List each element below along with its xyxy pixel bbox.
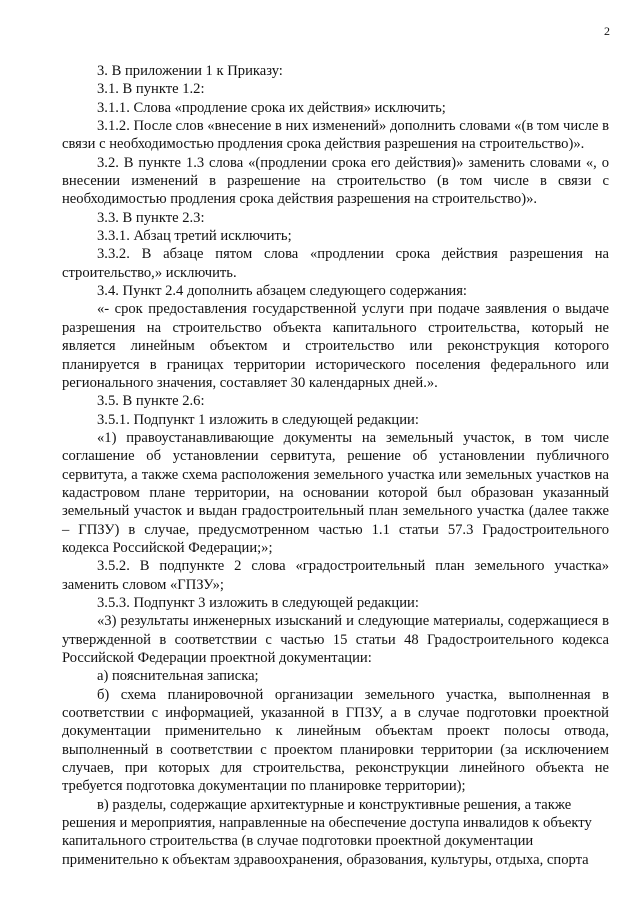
paragraph-3-1: 3.1. В пункте 1.2: [97,81,205,98]
paragraph-3-3-2: 3.3.2. В абзаце пятом слова «продлении срока действия разрешения на строительство,» исключить. [62,246,609,281]
paragraph-3-5-2: 3.5.2. В подпункте 2 слова «градостроительный план земельного участка» заменить словом «ГПЗУ»; [62,558,609,593]
paragraph-3-5-1-quote: «1) правоустанавливающие документы на земельный участок, в том числе соглашение об установлении сервитута, решение об установлении публичного сервитута, а также схема расположения земельного участка или земельных участков на кадастровом плане территории, на основании которой был образован указанный земельный участок и выдан градостроительный план земельного участка (далее также – ГПЗУ) в случае, предусмотренном частью 1.1 статьи 57.3 Градостроительного кодекса Российской Федерации;»; [62,429,609,556]
paragraph-3-3-1: 3.3.1. Абзац третий исключить; [97,228,292,245]
paragraph-3-5-3-quote: «3) результаты инженерных изысканий и следующие материалы, содержащиеся в утвержденной в соответствии с частью 15 статьи 48 Градостроительного кодекса Российской Федерации проектной документации: [62,613,609,666]
document-body [62,62,609,869]
paragraph-3-4: 3.4. Пункт 2.4 дополнить абзацем следующего содержания: [97,283,467,300]
paragraph-3-5-1: 3.5.1. Подпункт 1 изложить в следующей редакции: [97,411,419,428]
paragraph-item-a: а) пояснительная записка; [97,668,259,685]
paragraph-item-b: б) схема планировочной организации земельного участка, выполненная в соответствии с информацией, указанной в ГПЗУ, а в случае подготовки проектной документации применительно к линейным объектам проект полосы отвода, выполненный в соответствии с проектом планировки территории (за исключением случаев, при которых для строительства, реконструкции линейного объекта не требуется подготовка документации по планировке территории); [62,686,609,795]
paragraph-3-1-1: 3.1.1. Слова «продление срока их действия» исключить; [97,99,446,116]
paragraph-3-2: 3.2. В пункте 1.3 слова «(продлении срока его действия)» заменить словами «, о внесении изменений в разрешение на строительство (в том числе в связи с необходимостью продления срока действия разрешения на строительство)». [62,154,609,208]
page-number: 2 [604,24,610,38]
paragraph-3-1-2: 3.1.2. После слов «внесение в них изменений» дополнить словами «(в том числе в связи с необходимостью продления срока действия разрешения на строительство)». [62,118,609,153]
paragraph-3-5-3: 3.5.3. Подпункт 3 изложить в следующей редакции: [97,594,419,611]
paragraph-3-5: 3.5. В пункте 2.6: [97,393,205,410]
paragraph-3: 3. В приложении 1 к Приказу: [97,63,283,79]
paragraph-item-v: в) разделы, содержащие архитектурные и конструктивные решения, а также решения и мероприятия, направленные на обеспечение доступа инвалидов к объекту капитального строительства (в случае подготовки проектной документации применительно к объектам здравоохранения, образования, культуры, отдыха, спорта [62,796,592,868]
paragraph-3-3: 3.3. В пункте 2.3: [97,209,205,226]
paragraph-3-4-quote: «- срок предоставления государственной услуги при подаче заявления о выдаче разрешения на строительство объекта капитального строительства, который не является линейным объектом и строительство или реконструкция которого планируется в границах территории исторического поселения федерального или регионального значения, составляет 30 календарных дней.». [62,301,609,391]
